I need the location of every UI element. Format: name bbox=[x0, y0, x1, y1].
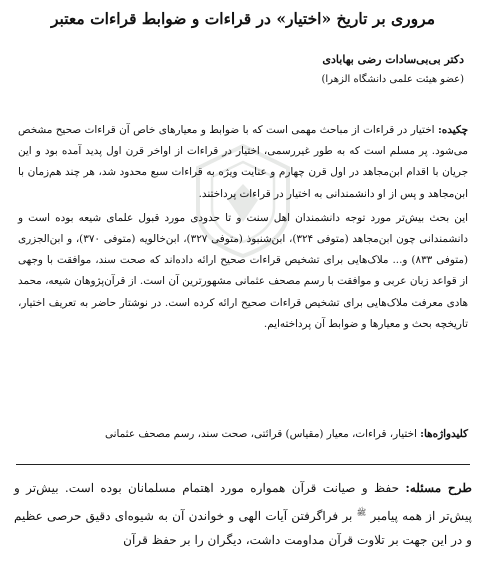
problem-text-before: حفظ و صیانت قرآن همواره مورد اهتمام مسلمانان بوده است. بیش‌تر و پیش‌تر از همه پیامبر bbox=[14, 481, 472, 523]
abstract-label: چکیده: bbox=[437, 124, 468, 136]
abstract-section bbox=[18, 120, 468, 335]
keywords-text: اختیار، قراءات، معیار (مقیاس) قرائتی، صحت سند، رسم مصحف عثمانی bbox=[104, 428, 417, 440]
article-title: مروری بر تاریخ «اختیار» در قراءات و ضوابط قراءات معتبر bbox=[50, 9, 436, 28]
abstract-paragraph-1 bbox=[18, 120, 468, 205]
problem-label: طرح مسئله: bbox=[405, 481, 472, 495]
abstract-text-1: اختیار در قراءات از مباحث مهمی است که با ضوابط و معیارهای خاص آن قراءات صحیح مشخص می‌شود. پر مسلم است که به طور غیررسمی، اختیار در قراءات از اواخر قرن اول پدید آمده بود و این جریان با اقدام ابن‌مجاهد در اول قرن چهارم و عنایت ویژه به قراءات سبع محدود شد، هر چند هم‌زمان با ابن‌مجاهد و پس از او دانشمندانی به اختیار در قراءات پرداختند. bbox=[18, 124, 468, 200]
author-affiliation: (عضو هیئت علمی دانشگاه الزهرا) bbox=[321, 74, 464, 85]
keywords-line bbox=[18, 424, 468, 444]
abstract-paragraph-2: این بحث بیش‌تر مورد توجه دانشمندان اهل سنت و تا حدودی مورد قبول علمای شیعه بوده است و دانشمندانی چون ابن‌مجاهد (متوفی ۳۲۴)، ابن‌شنبوذ (متوفی ۳۲۷)، ابن‌خالویه (متوفی ۳۷۰)، و ابن‌الجزری (متوفی ۸۳۳) و... ملاک‌هایی برای تشخیص قراءات صحیح ارائه داده‌اند که صحت سند، موافقت با وجهی از قواعد زبان عربی و موافقت با رسم مصحف عثمانی مشهورترین آن است. از قرآن‌پژوهان شیعه، محمد هادی معرفت ملاک‌هایی برای تشخیص قراءات صحیح ارائه کرده است. در نوشتار حاضر به تعریف اختیار، تاریخچه بحث و معیارها و ضوابط آن پرداخته‌ایم. bbox=[18, 211, 469, 330]
author-name: دکتر بی‌بی‌سادات رضی بهابادی bbox=[322, 53, 464, 66]
problem-statement bbox=[14, 476, 472, 553]
problem-text-after: بر فراگرفتن آیات الهی و خواندن آن به شیوه‌ای دقیق حرصی عظیم و در این جهت بر تلاوت قرآن مداومت داشت، دیگران را بر حفظ قرآن bbox=[14, 508, 472, 548]
honorific-symbol: ﷺ bbox=[356, 507, 367, 517]
keywords-label: کلیدواژه‌ها: bbox=[420, 428, 468, 440]
section-divider bbox=[16, 464, 470, 465]
